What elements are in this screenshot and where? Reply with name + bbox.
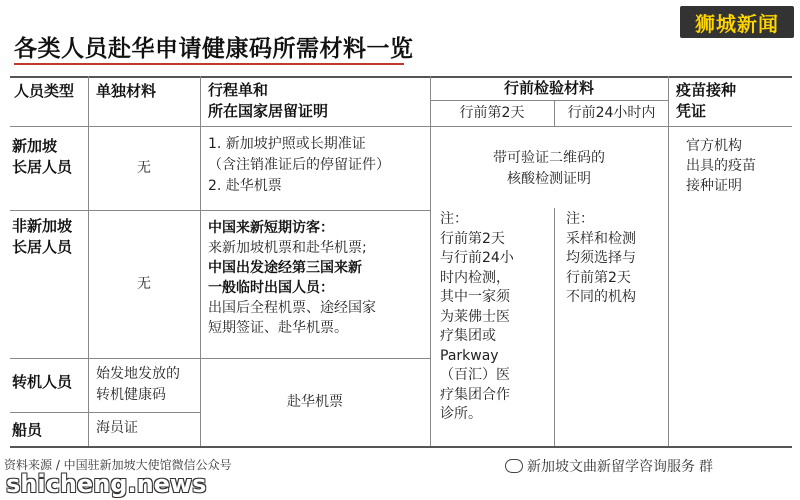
col-divider-4b	[554, 208, 555, 446]
row-label-transfer: 转机人员	[12, 373, 73, 391]
row1-divider	[10, 210, 430, 211]
non-sg-individual: 无	[137, 276, 151, 292]
non-sg-itinerary: 中国来新短期访客： 来新加坡机票和赴华机票; 中国出发途经第三国来新 一般临时出国人员： 出国后全程机票、途经国家 短期签证、赴华机票。	[208, 220, 376, 336]
header-vaccine: 疫苗接种 凭证	[676, 81, 737, 120]
shared-itinerary-ticket: 赴华机票	[287, 394, 343, 410]
note-24h: 注： 采样和检测 均须选择与 行前第2天 不同的机构	[566, 211, 636, 305]
col-divider-3	[430, 76, 431, 446]
row-label-sg-resident: 新加坡 长居人员	[12, 137, 73, 176]
table-bottom-border	[10, 446, 792, 448]
header-test-2days: 行前第2天	[459, 105, 525, 121]
sg-resident-individual: 无	[137, 160, 151, 176]
row3-divider	[10, 412, 200, 413]
table-top-border	[10, 76, 792, 78]
wechat-icon	[505, 459, 523, 473]
title-underline	[14, 63, 404, 65]
vaccine-proof: 官方机构 出具的疫苗 接种证明	[686, 138, 756, 194]
wechat-watermark	[505, 456, 713, 476]
test-material: 带可验证二维码的 核酸检测证明	[493, 150, 605, 187]
site-watermark: shicheng.news	[6, 470, 207, 498]
header-person-type: 人员类型	[14, 82, 75, 100]
header-test-materials: 行前检验材料	[503, 79, 594, 97]
source-note: 资料来源 / 中国驻新加坡大使馆微信公众号	[4, 458, 232, 472]
header-test-24h: 行前24小时内	[567, 105, 656, 121]
col-divider-5	[668, 76, 669, 446]
brand-logo: 狮城新闻	[680, 6, 794, 38]
sg-resident-itinerary: 1. 新加坡护照或长期准证 （含注销准证后的停留证件） 2. 赴华机票	[208, 136, 390, 194]
watermark-text: 新加坡文曲新留学咨询服务	[527, 459, 695, 475]
header-itinerary: 行程单和 所在国家居留证明	[208, 81, 329, 120]
crew-individual: 海员证	[96, 420, 138, 436]
row-label-crew: 船员	[12, 421, 43, 439]
header-individual: 单独材料	[96, 82, 157, 100]
transfer-individual: 始发地发放的 转机健康码	[96, 366, 180, 403]
note-2days: 注： 行前第2天 与行前24小 时内检测， 其中一家须 为莱佛士医 疗集团或 Parkway （百汇）医 疗集团合作 诊所。	[440, 211, 514, 422]
page-title: 各类人员赴华申请健康码所需材料一览	[14, 36, 414, 62]
watermark-tail: 群	[699, 459, 713, 475]
row-label-non-sg: 非新加坡 长居人员	[12, 217, 73, 256]
